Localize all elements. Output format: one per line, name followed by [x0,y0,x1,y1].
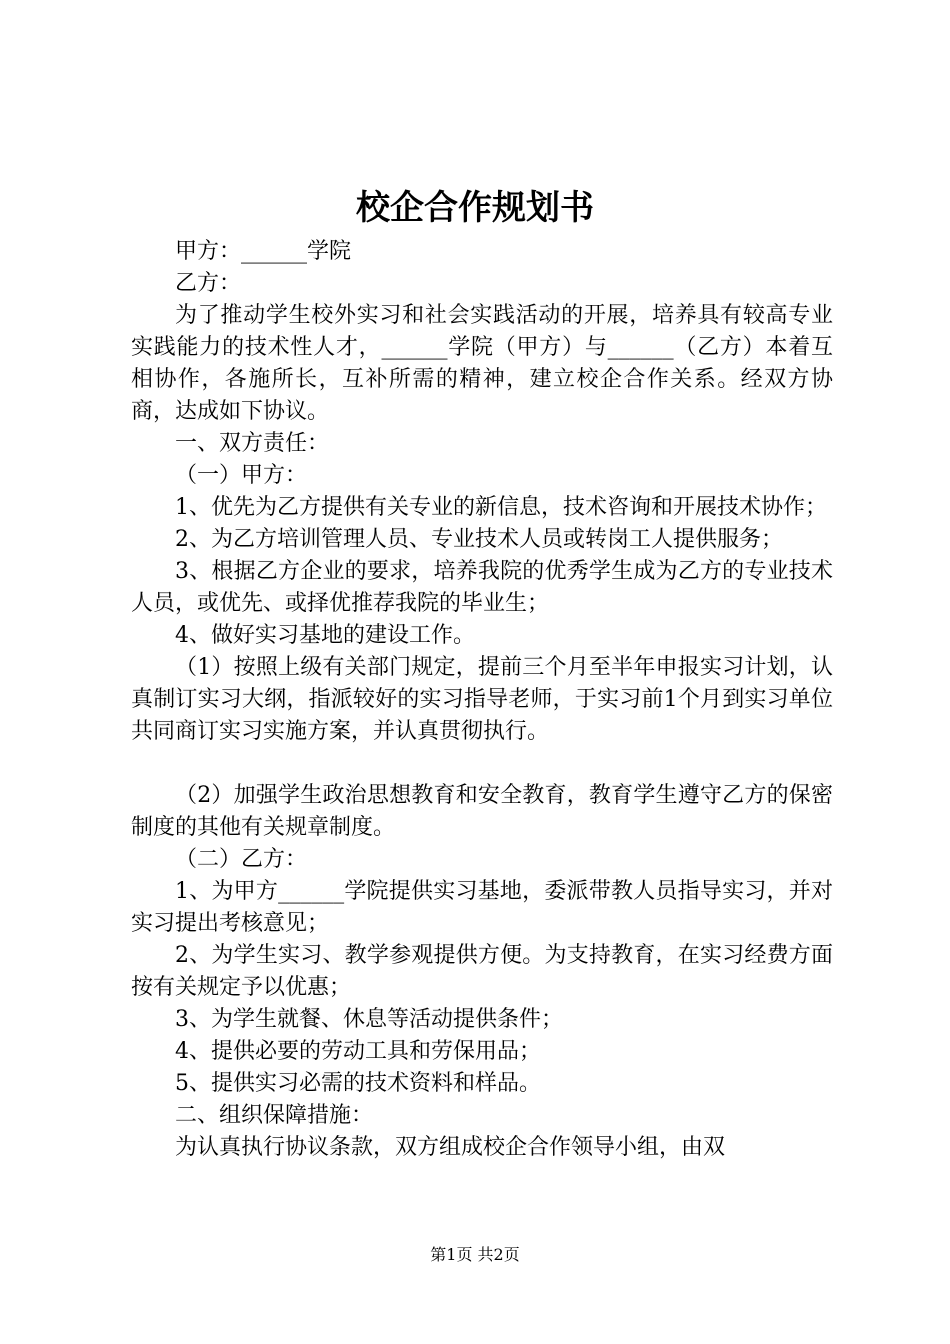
list-item: 1、为甲方______学院提供实习基地，委派带教人员指导实习，并对实习提出考核意见； [131,879,833,936]
list-item: 2、为学生实习、教学参观提供方便。为支持教育，在实习经费方面按有关规定予以优惠； [131,943,833,1000]
list-item: （2）加强学生政治思想教育和安全教育，教育学生遵守乙方的保密制度的其他有关规章制度。 [131,783,833,840]
paragraph-measures: 为认真执行协议条款，双方组成校企合作领导小组，由双 [175,1135,726,1160]
list-item: 3、根据乙方企业的要求，培养我院的优秀学生成为乙方的专业技术人员，或优先、或择优推荐我院的毕业生； [131,559,833,616]
page-number: 第1页 共2页 [430,1245,520,1264]
document-body [131,236,833,1164]
list-item: （1）按照上级有关部门规定，提前三个月至半年申报实习计划，认真制订实习大纲，指派较好的实习指导老师，于实习前1个月到实习单位共同商订实习实施方案，并认真贯彻执行。 [131,655,833,744]
list-item: 3、为学生就餐、休息等活动提供条件； [175,1007,563,1032]
list-item: 4、做好实习基地的建设工作。 [175,623,475,648]
section-heading-responsibilities: 一、双方责任： [175,431,330,456]
list-item: 2、为乙方培训管理人员、专业技术人员或转岗工人提供服务； [175,527,783,552]
paragraph-party-a: 甲方：______学院 [175,239,352,264]
section-heading-measures: 二、组织保障措施： [175,1103,374,1128]
subsection-heading-party-b: （二）乙方： [175,847,308,872]
subsection-heading-party-a: （一）甲方： [175,463,308,488]
page-title: 校企合作规划书 [356,188,594,228]
paragraph-intro: 为了推动学生校外实习和社会实践活动的开展，培养具有较高专业实践能力的技术性人才，______学院（甲方）与______（乙方）本着互相协作，各施所长，互补所需的精神，建立校企合作关系。经双方协商，达成如下协议。 [131,303,833,424]
paragraph-party-b: 乙方： [175,271,242,296]
list-item: 1、优先为乙方提供有关专业的新信息，技术咨询和开展技术协作； [175,495,827,520]
list-item: 4、提供必要的劳动工具和劳保用品； [175,1039,541,1064]
list-item: 5、提供实习必需的技术资料和样品。 [175,1071,541,1096]
